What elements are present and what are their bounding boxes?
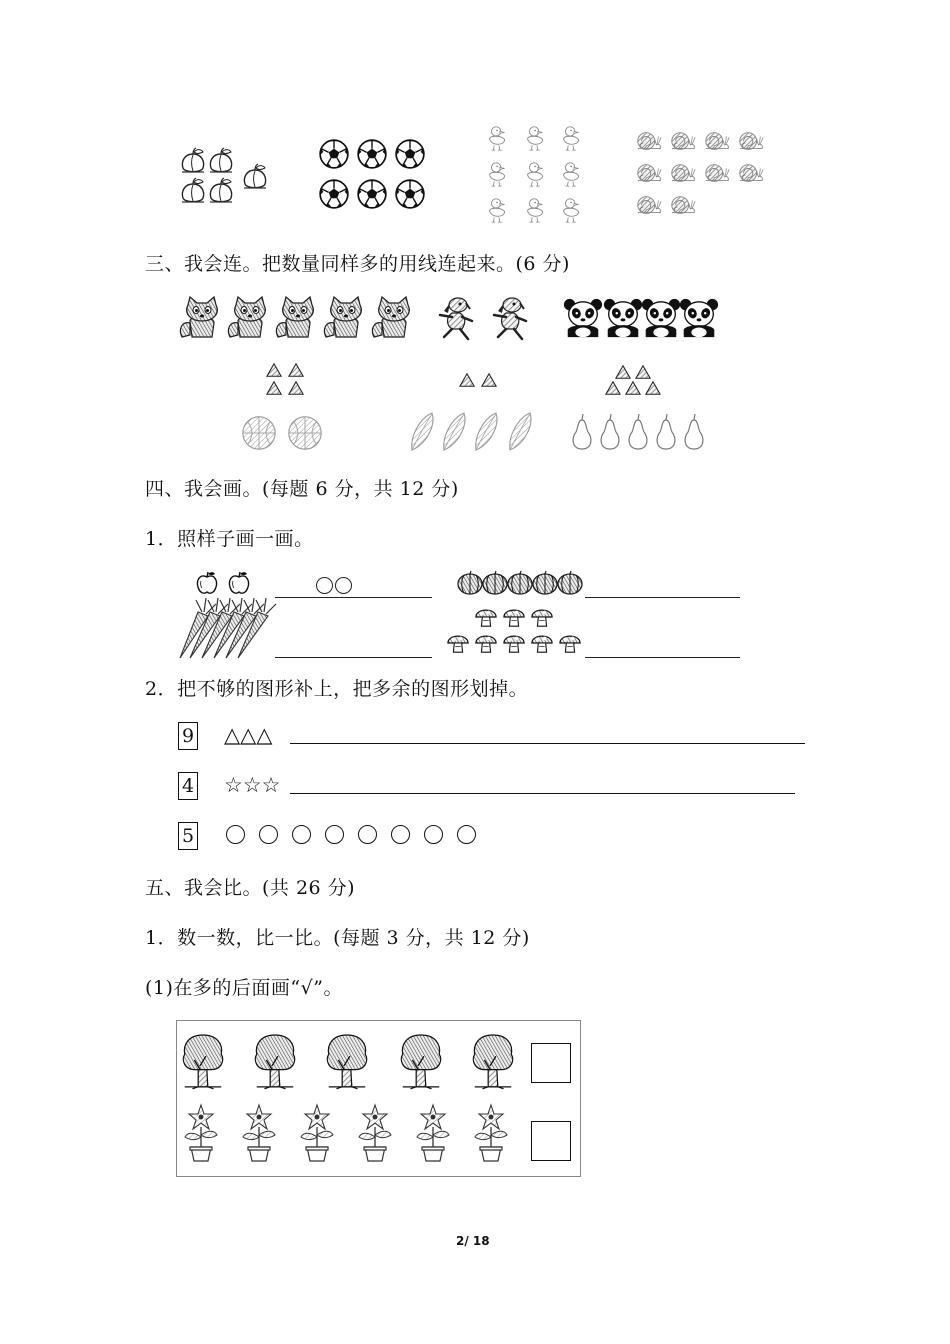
circle-icon[interactable] xyxy=(457,825,476,844)
number-box: 4 xyxy=(178,772,198,800)
soccer-ball-icon xyxy=(318,178,350,210)
mushroom-icon xyxy=(474,606,498,628)
soccer-ball-icon xyxy=(318,138,350,170)
basketball-icon xyxy=(240,414,278,452)
fox-icon xyxy=(272,295,322,341)
triangle-icon xyxy=(287,362,305,378)
snail-icon xyxy=(702,128,732,156)
circle-icon xyxy=(335,577,352,594)
triangle-icon xyxy=(614,364,632,380)
snail-icon xyxy=(634,160,664,188)
triangle-icon xyxy=(458,372,476,388)
duckling-icon xyxy=(522,196,550,224)
number-box: 9 xyxy=(178,722,198,750)
answer-line-stars[interactable] xyxy=(290,793,795,794)
watermelon-icon xyxy=(456,570,484,596)
tree-icon xyxy=(397,1029,445,1091)
duckling-icon xyxy=(558,196,586,224)
duckling-icon xyxy=(522,160,550,188)
carrot-icon xyxy=(176,594,286,660)
triangle-icon xyxy=(644,380,662,396)
mushroom-icon xyxy=(530,632,554,654)
triangle-icon xyxy=(287,380,305,396)
question-5-1-1: (1)在多的后面画“√”。 xyxy=(145,977,343,999)
snail-icon xyxy=(736,128,766,156)
question-4-2: 2．把不够的图形补上，把多余的图形划掉。 xyxy=(145,678,529,700)
answer-line-triangles[interactable] xyxy=(290,743,805,744)
snail-icon xyxy=(668,192,698,220)
soccer-ball-icon xyxy=(394,138,426,170)
circle-icon[interactable] xyxy=(391,825,410,844)
answer-line-mushroom[interactable] xyxy=(585,657,740,658)
fox-icon xyxy=(224,295,274,341)
number-box: 5 xyxy=(178,822,198,850)
leaf-icon xyxy=(506,410,534,454)
star-row: ☆☆☆ xyxy=(224,773,281,797)
peach-icon xyxy=(206,176,236,206)
triangle-icon xyxy=(624,380,642,396)
section-5-heading: 五、我会比。(共 26 分) xyxy=(145,877,356,899)
answer-line-watermelon[interactable] xyxy=(585,597,740,598)
section-3-heading: 三、我会连。把数量同样多的用线连起来。(6 分) xyxy=(145,253,570,275)
snail-icon xyxy=(634,128,664,156)
tree-icon xyxy=(469,1029,517,1091)
answer-line-carrot[interactable] xyxy=(275,657,432,658)
leaf-icon xyxy=(408,410,436,454)
panda-icon xyxy=(678,297,720,339)
duckling-icon xyxy=(484,124,512,152)
mushroom-icon xyxy=(530,606,554,628)
panda-icon xyxy=(640,297,682,339)
question-5-1: 1．数一数，比一比。(每题 3 分，共 12 分) xyxy=(145,927,530,949)
triangle-icon xyxy=(265,362,283,378)
sample-circles xyxy=(316,577,354,598)
flower-pot-icon xyxy=(295,1103,339,1163)
triangle-icon xyxy=(265,380,283,396)
pear-icon xyxy=(568,412,596,452)
circle-icon[interactable] xyxy=(259,825,278,844)
triangle-row: △△△ xyxy=(224,723,273,747)
triangle-icon xyxy=(480,372,498,388)
snail-icon xyxy=(634,192,664,220)
dog-icon xyxy=(430,295,480,341)
duckling-icon xyxy=(484,160,512,188)
mushroom-icon xyxy=(446,632,470,654)
soccer-ball-icon xyxy=(356,138,388,170)
circle-icon[interactable] xyxy=(226,825,245,844)
mushroom-icon xyxy=(502,632,526,654)
peach-icon xyxy=(240,162,270,192)
basketball-icon xyxy=(286,414,324,452)
flower-pot-icon xyxy=(469,1103,513,1163)
fox-icon xyxy=(176,295,226,341)
leaf-icon xyxy=(472,410,500,454)
triangle-icon xyxy=(604,380,622,396)
peach-icon xyxy=(178,176,208,206)
apple-icon xyxy=(194,570,220,596)
mushroom-icon xyxy=(474,632,498,654)
flower-pot-icon xyxy=(179,1103,223,1163)
snail-icon xyxy=(668,160,698,188)
duckling-icon xyxy=(558,160,586,188)
snail-icon xyxy=(702,160,732,188)
flower-pot-icon xyxy=(353,1103,397,1163)
soccer-ball-icon xyxy=(356,178,388,210)
duckling-icon xyxy=(522,124,550,152)
watermelon-icon xyxy=(481,570,509,596)
duckling-icon xyxy=(558,124,586,152)
question-4-1: 1．照样子画一画。 xyxy=(145,528,314,550)
watermelon-icon xyxy=(531,570,559,596)
circle-icon[interactable] xyxy=(292,825,311,844)
fox-icon xyxy=(368,295,418,341)
snail-icon xyxy=(668,128,698,156)
flower-pot-icon xyxy=(237,1103,281,1163)
pear-icon xyxy=(624,412,652,452)
circle-icon[interactable] xyxy=(325,825,344,844)
answer-box-trees[interactable] xyxy=(531,1043,571,1083)
tree-icon xyxy=(323,1029,371,1091)
pear-icon xyxy=(680,412,708,452)
apple-icon xyxy=(226,570,252,596)
soccer-ball-icon xyxy=(394,178,426,210)
tree-icon xyxy=(251,1029,299,1091)
panda-icon xyxy=(602,297,644,339)
peach-icon xyxy=(178,146,208,176)
circle-icon[interactable] xyxy=(358,825,377,844)
fox-icon xyxy=(320,295,370,341)
mushroom-icon xyxy=(558,632,582,654)
circle-icon[interactable] xyxy=(424,825,443,844)
section-4-heading: 四、我会画。(每题 6 分，共 12 分) xyxy=(145,478,459,500)
circle-row[interactable] xyxy=(226,824,490,844)
triangle-icon xyxy=(634,364,652,380)
watermelon-icon xyxy=(556,570,584,596)
dog-icon xyxy=(484,295,534,341)
watermelon-icon xyxy=(506,570,534,596)
panda-icon xyxy=(562,297,604,339)
tree-icon xyxy=(179,1029,227,1091)
snail-icon xyxy=(736,160,766,188)
leaf-icon xyxy=(440,410,468,454)
pear-icon xyxy=(596,412,624,452)
peach-icon xyxy=(206,146,236,176)
circle-icon xyxy=(316,577,333,594)
mushroom-icon xyxy=(502,606,526,628)
flower-pot-icon xyxy=(411,1103,455,1163)
duckling-icon xyxy=(484,196,512,224)
answer-box-flowers[interactable] xyxy=(531,1121,571,1161)
compare-panel xyxy=(176,1020,581,1177)
page-number: 2/ 18 xyxy=(456,1234,490,1248)
pear-icon xyxy=(652,412,680,452)
